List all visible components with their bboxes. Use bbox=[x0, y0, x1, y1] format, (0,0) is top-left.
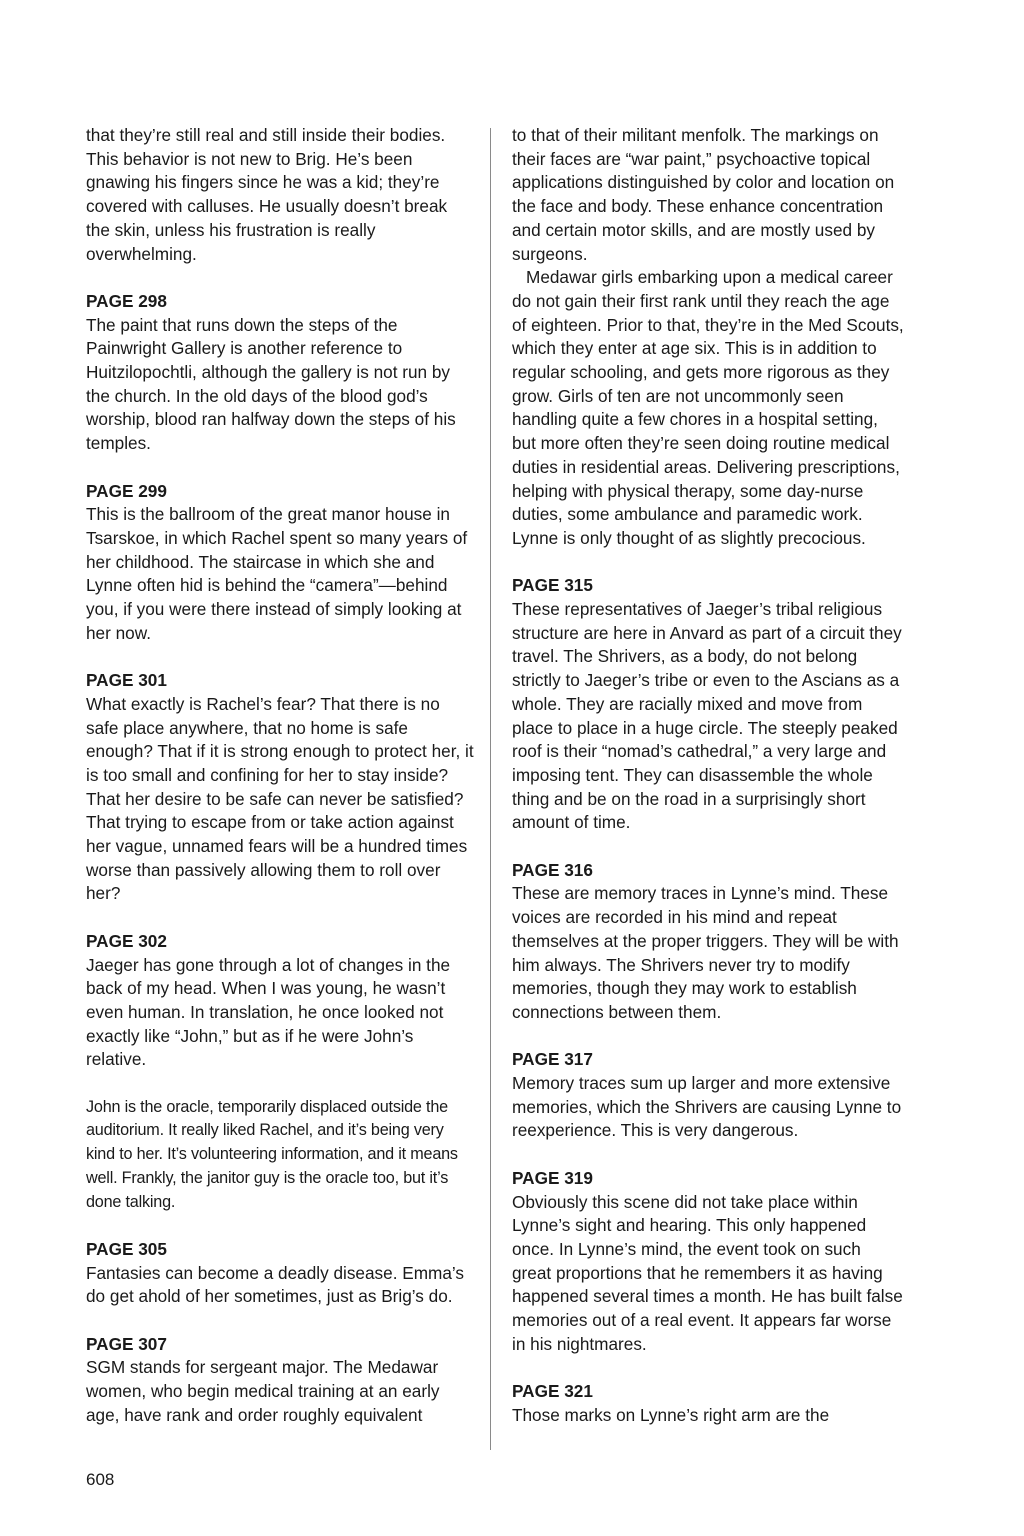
note-page-302-oracle bbox=[86, 1096, 474, 1215]
note-text: What exactly is Rachel’s fear? That there is no safe place anywhere, that no home is safe enough? That if it is strong enough to protect her, it is too small and confining for her to stay inside? That her desire to be safe can never be satisfied? That trying to escape from or take action against her vague, unnamed fears will be a hundred times worse than passively allowing them to roll over her? bbox=[86, 693, 474, 904]
note-text: John is the oracle, temporarily displaced outside the auditorium. It really liked Rachel, and it’s being very kind to her. It’s volunteering information, and it means well. Frankly, the janitor guy is the oracle too, but it’s done talking. bbox=[86, 1097, 458, 1211]
note-text: Jaeger has gone through a lot of changes in the back of my head. When I was young, he wasn’t even human. In translation, he once looked not exactly like “John,” but as if he were John’s relative. bbox=[86, 954, 451, 1070]
column-divider bbox=[490, 128, 491, 1450]
note-page-317 bbox=[512, 1048, 904, 1143]
note-text: SGM stands for sergeant major. The Medawar women, who begin medical training at an early age, have rank and order roughly equivalent bbox=[86, 1357, 440, 1425]
note-text: Medawar girls embarking upon a medical career do not gain their first rank until they reach the age of eighteen. Prior to that, they’re in the Med Scouts, which they enter at age six. This is in addition to regular schooling, and gets more rigorous as they grow. Girls of ten are not uncommonly seen handling quite a few chores in a hospital setting, but more often they’re seen doing routine medical duties in residential areas. Delivering prescriptions, helping with physical therapy, some day-nurse duties, some ambulance and paramedic work. Lynne is only thought of as slightly precocious. bbox=[512, 267, 904, 548]
note-page-301 bbox=[86, 669, 474, 906]
note-heading: PAGE 316 bbox=[512, 859, 593, 880]
note-page-299 bbox=[86, 480, 474, 646]
note-text: Obviously this scene did not take place within Lynne’s sight and hearing. This only happened once. In Lynne’s mind, the event took on such great proportions that he remembers it as having happened several times a month. He has built false memories out of a real event. It appears far worse in his nightmares. bbox=[512, 1191, 903, 1354]
note-page-302 bbox=[86, 930, 474, 1072]
note-text: that they’re still real and still inside their bodies. This behavior is not new to Brig. He’s been gnawing his fingers since he was a kid; they’re covered with calluses. He usually doesn’t break the skin, unless his frustration is really overwhelming. bbox=[86, 125, 448, 264]
continued-note-brig bbox=[86, 124, 474, 266]
note-page-298 bbox=[86, 290, 474, 456]
note-heading: PAGE 299 bbox=[86, 480, 167, 501]
right-column bbox=[512, 124, 904, 1451]
note-page-305 bbox=[86, 1238, 474, 1309]
note-page-316 bbox=[512, 859, 904, 1025]
note-page-307 bbox=[86, 1333, 474, 1428]
note-heading: PAGE 319 bbox=[512, 1167, 593, 1188]
continued-note-medawar bbox=[512, 124, 904, 551]
left-column bbox=[86, 124, 474, 1451]
note-text: to that of their militant menfolk. The markings on their faces are “war paint,” psychoactive topical applications distinguished by color and location on the face and body. These enhance concentration and certain motor skills, and are mostly used by surgeons. bbox=[512, 125, 895, 264]
note-heading: PAGE 298 bbox=[86, 290, 167, 311]
note-heading: PAGE 315 bbox=[512, 575, 593, 596]
note-page-321 bbox=[512, 1380, 904, 1427]
note-heading: PAGE 301 bbox=[86, 670, 167, 691]
note-text: These representatives of Jaeger’s tribal religious structure are here in Anvard as part of a circuit they travel. The Shrivers, as a body, do not belong strictly to Jaeger’s tribe or even to the Ascians as a whole. They are racially mixed and move from place to place in a huge circle. The steeply peaked roof is their “nomad’s cathedral,” a very large and imposing tent. They can disassemble the whole thing and be on the road in a surprisingly short amount of time. bbox=[512, 599, 902, 833]
note-heading: PAGE 317 bbox=[512, 1049, 593, 1070]
note-heading: PAGE 321 bbox=[512, 1381, 593, 1402]
note-heading: PAGE 307 bbox=[86, 1333, 167, 1354]
note-text: The paint that runs down the steps of the Painwright Gallery is another reference to Huitzilopochtli, although the gallery is not run by the church. In the old days of the blood god’s worship, blood ran halfway down the steps of his temples. bbox=[86, 314, 456, 454]
note-heading: PAGE 305 bbox=[86, 1238, 167, 1259]
note-text: This is the ballroom of the great manor house in Tsarskoe, in which Rachel spent so many years of her childhood. The staircase in which she and Lynne often hid is behind the “camera”—behind you, if you were there instead of simply looking at her now. bbox=[86, 504, 468, 643]
page-number: 608 bbox=[86, 1470, 115, 1489]
note-page-315 bbox=[512, 574, 904, 835]
note-text: These are memory traces in Lynne’s mind. These voices are recorded in his mind and repeat themselves at the proper triggers. They will be with him always. The Shrivers never try to modify memories, though they may work to establish connections between them. bbox=[512, 883, 899, 1022]
note-text: Fantasies can become a deadly disease. Emma’s do get ahold of her sometimes, just as Brig’s do. bbox=[86, 1262, 465, 1307]
note-text: Memory traces sum up larger and more extensive memories, which the Shrivers are causing Lynne to reexperience. This is very dangerous. bbox=[512, 1073, 902, 1141]
note-heading: PAGE 302 bbox=[86, 930, 167, 951]
note-text: Those marks on Lynne’s right arm are the bbox=[512, 1404, 830, 1425]
note-page-319 bbox=[512, 1167, 904, 1357]
